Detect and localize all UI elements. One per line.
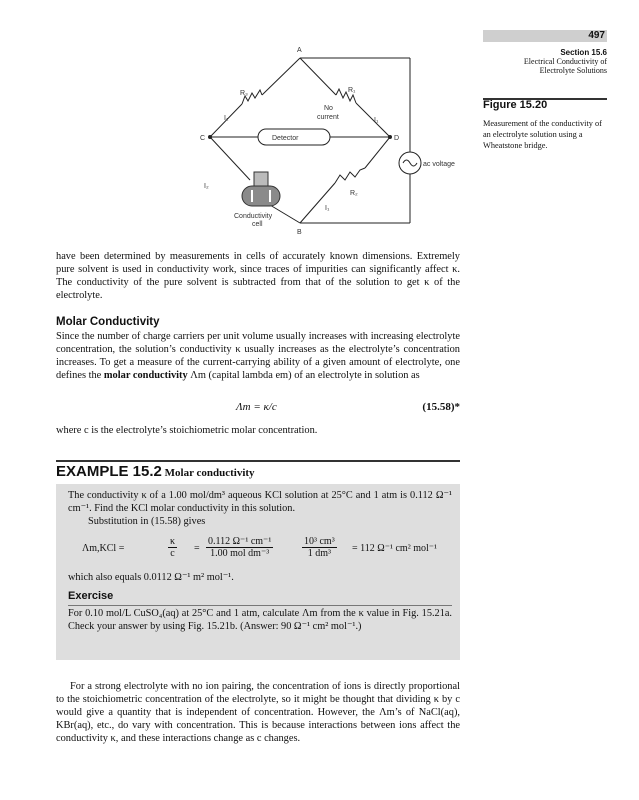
example-title [56,463,255,480]
wire-a-r1 [300,58,336,95]
example-also: which also equals 0.0112 Ω⁻¹ m² mol⁻¹. [68,572,234,583]
section-title-line2: Electrolyte Solutions [539,66,607,75]
term-molar-conductivity: molar conductivity [103,370,188,381]
paragraph-2-pre: Since the number of charge carriers per unit volume usually increases with increasing electrolyte concentration, the solution’s conductivity κ usually increases as the electrolyte’s concentration increases. To get a measure of the current-carrying ability of a given amount of electrolyte, one defines the [56,331,460,381]
label-current: current [317,114,339,121]
example-box [56,484,460,660]
label-d: D [394,135,400,142]
paragraph-2 [56,330,460,382]
resistor-r2 [335,168,365,183]
exercise-text: For 0.10 mol/L CuSO₄(aq) at 25°C and 1 atm, calculate Λm from the κ value in Fig. 15.21a. Check your answer by using Fig. 15.21b. (Answer: 90 Ω⁻¹ cm² mol⁻¹.) [68,608,452,632]
label-i2: I₂ [204,183,209,190]
wire-a-r3 [262,58,300,95]
label-r3: R₃ [240,90,248,97]
example-subtitle: Molar conductivity [164,467,255,479]
calc-f1-num: κ [170,536,176,547]
calc-equals: = [194,543,200,554]
calc-fraction-1 [168,536,177,559]
label-no: No [324,105,333,112]
label-a: A [297,47,302,54]
section-number: Section 15.6 [560,48,607,57]
wheatstone-bridge-diagram [200,40,455,240]
label-i1-left: I₁ [224,115,229,122]
paragraph-2-post: Λm (capital lambda em) of an electrolyte in solution as [187,370,420,381]
example-label: EXAMPLE 15.2 [56,463,162,480]
calc-f1-den: c [170,548,175,559]
calc-fraction-2 [206,536,273,559]
calc-f2-den: 1.00 mol dm⁻³ [210,548,270,559]
calc-f3-den: 1 dm³ [307,548,331,559]
equation-text: Λm = κ/c [236,401,277,413]
example-statement: The conductivity κ of a 1.00 mol/dm³ aqueous KCl solution at 25°C and 1 atm is 0.112 Ω⁻¹ cm⁻¹. Find the KCl molar conductivity in this solution. [68,490,452,514]
example-substitution: Substitution in (15.58) gives [88,516,206,527]
calc-lhs: Λm,KCl = [82,543,125,554]
example-rule [56,460,460,462]
calc-f3-num: 10³ cm³ [304,536,335,547]
section-title-line1: Electrical Conductivity of [523,57,607,66]
calc-fraction-3 [302,536,337,559]
node-d [388,135,392,139]
ac-wave-icon [403,160,417,166]
label-detector: Detector [272,135,299,142]
heading-molar-conductivity: Molar Conductivity [56,316,160,328]
wire-d-r2 [365,137,390,168]
section-header [524,48,607,75]
exercise-title: Exercise [68,590,114,602]
label-cell: cell [252,221,263,228]
exercise-rule [68,605,452,606]
label-b: B [297,229,302,236]
wire-r1-d [356,103,390,137]
label-c: C [200,135,206,142]
node-c [208,135,212,139]
paragraph-1: have been determined by measurements in cells of accurately known dimensions. Extremely pure solvent is used in conductivity work, since traces of impurities can significantly affect κ. The conductivity of the pure solvent is subtracted from that of the solution to get κ of the electrolyte. [56,251,460,301]
label-conductivity: Conductivity [234,213,273,220]
figure-caption: Measurement of the conductivity of an electrolyte solution using a Wheatstone bridge. [483,119,602,150]
page-number: 497 [588,30,605,41]
calc-result: = 112 Ω⁻¹ cm² mol⁻¹ [352,543,438,554]
equation-number: (15.58)* [422,401,460,413]
figure-title: Figure 15.20 [483,99,548,111]
label-ac: ac voltage [423,161,455,168]
label-i1-bottom: I₁ [325,205,330,212]
wire-c-cell [210,137,250,180]
calc-f2-num: 0.112 Ω⁻¹ cm⁻¹ [208,536,272,547]
label-i1-right: I₁ [374,117,379,124]
paragraph-3: where c is the electrolyte’s stoichiometric molar concentration. [56,425,318,436]
label-r2: R₂ [350,190,358,197]
wire-r2-b [300,183,335,223]
paragraph-4: For a strong electrolyte with no ion pairing, the concentration of ions is directly proportional to the stoichiometric concentration of the electrolyte, so it might be thought that dividing κ by c would give a quantity that is independent of concentration. However, the Λm’s of NaCl(aq), KBr(aq), etc., do vary with concentration. This is because interactions between ions affect the conductivity κ, and these interactions change as c changes. [56,681,460,744]
label-r1-top: R₁ [348,87,356,94]
wire-cell-b [270,205,300,223]
